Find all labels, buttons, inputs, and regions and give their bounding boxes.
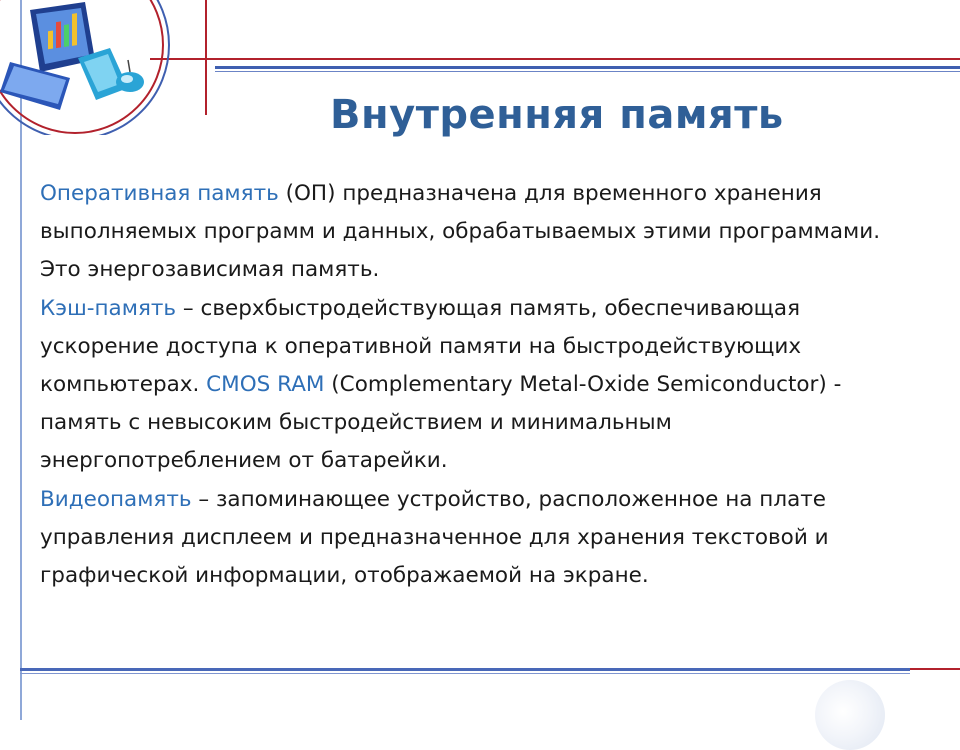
footer-red-line [910, 668, 960, 670]
term-cmos-ram: CMOS RAM [206, 372, 325, 398]
corner-decoration [815, 680, 885, 750]
computer-illustration-icon [0, 0, 215, 135]
paragraph-ram-text: (ОП) предназначена для временного хранения выполняемых программ и данных, обрабатываемых этими программами. Это энергозависимая память. [40, 181, 881, 283]
paragraph-cache [40, 290, 920, 481]
term-cache: Кэш-память [40, 295, 177, 321]
paragraph-video [40, 481, 920, 596]
term-ram: Оперативная память [40, 181, 279, 206]
footer-blue-line-thin [20, 673, 910, 674]
header-red-line [150, 58, 960, 60]
paragraph-ram [40, 175, 920, 290]
footer-blue-line [20, 668, 910, 671]
slide-title: Внутренняя память [330, 92, 784, 138]
header-blue-line [215, 66, 960, 69]
term-video: Видеопамять [40, 486, 192, 512]
header-blue-line-thin [215, 71, 960, 72]
paragraph-cmos-text: (Complementary Metal-Oxide Semiconductor) - память с невысоким быстродействием и минимальным энергопотреблением от батарейки. [40, 372, 842, 474]
slide-body [40, 175, 920, 595]
paragraph-video-text: – запоминающее устройство, расположенное на плате управления дисплеем и предназначенное для хранения текстовой и графической информации, отображаемой на экране. [40, 486, 829, 589]
paragraph-cache-text: – сверхбыстродействующая память, обеспечивающая ускорение доступа к оперативной памяти на быстродействующих компьютерах. [40, 295, 802, 398]
